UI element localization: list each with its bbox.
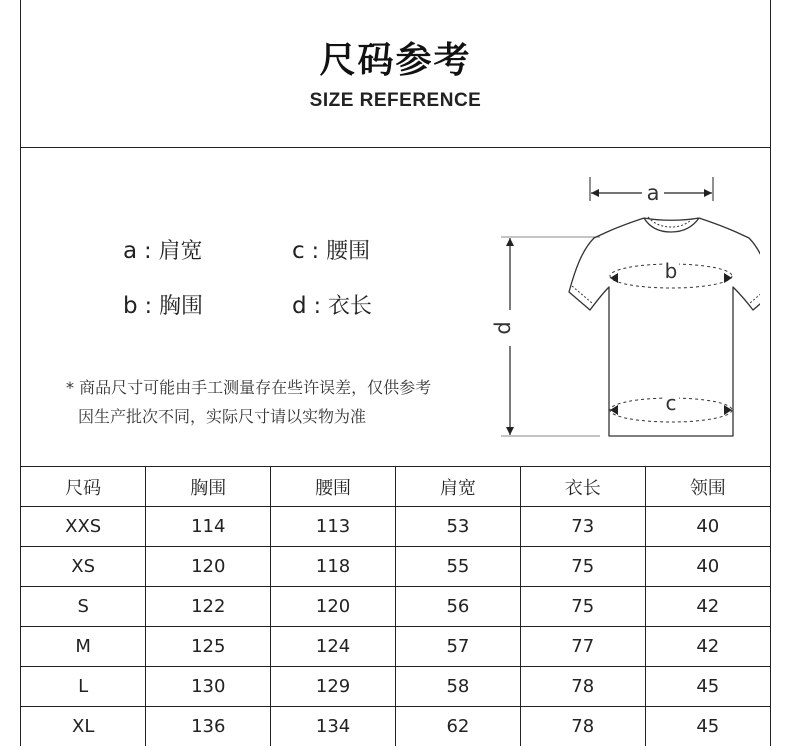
table-cell: 53: [395, 507, 520, 547]
table-cell: 78: [520, 707, 645, 746]
table-cell: 58: [395, 667, 520, 707]
table-cell: 124: [271, 627, 396, 667]
legend-key: b: [123, 293, 138, 319]
table-cell: 75: [520, 547, 645, 587]
table-row: [21, 707, 770, 746]
table-cell: 40: [645, 547, 770, 587]
page-subtitle: SIZE REFERENCE: [309, 90, 482, 111]
table-cell: 55: [395, 547, 520, 587]
table-cell: 42: [645, 627, 770, 667]
table-cell: 125: [146, 627, 271, 667]
legend-item-a: [123, 234, 203, 265]
table-cell: 57: [395, 627, 520, 667]
table-cell: 113: [271, 507, 396, 547]
legend-label: 衣长: [328, 294, 373, 319]
legend-label: 腰围: [326, 239, 371, 264]
legend-label: 胸围: [159, 294, 204, 319]
table-cell: 40: [645, 507, 770, 547]
table-cell: 77: [520, 627, 645, 667]
table-cell: S: [21, 587, 146, 627]
table-row: [21, 587, 770, 627]
table-header-row: [21, 467, 770, 507]
legend-key: a: [123, 238, 138, 264]
table-cell: 136: [146, 707, 271, 746]
table-cell: 78: [520, 667, 645, 707]
tshirt-diagram: [470, 170, 760, 445]
page-title: 尺码参考: [319, 40, 472, 81]
label-d: d: [491, 321, 515, 335]
label-c: c: [665, 391, 677, 415]
table-cell: 62: [395, 707, 520, 746]
table-row: [21, 627, 770, 667]
table-row: [21, 667, 770, 707]
legend-item-b: [123, 289, 203, 320]
legend-sep: :: [144, 239, 152, 264]
column-header: 尺码: [21, 467, 146, 507]
legend-sep: :: [313, 294, 322, 319]
column-header: 肩宽: [395, 467, 520, 507]
note-line-2: 因生产批次不同，实际尺寸请以实物为准: [78, 407, 367, 426]
table-cell: 75: [520, 587, 645, 627]
note-line-1: * 商品尺寸可能由手工测量存在些许误差，仅供参考: [66, 378, 432, 397]
legend-sep: :: [144, 294, 153, 319]
table-cell: 118: [271, 547, 396, 587]
table-cell: XXS: [21, 507, 146, 547]
table-cell: 73: [520, 507, 645, 547]
column-header: 腰围: [271, 467, 396, 507]
table-cell: 129: [271, 667, 396, 707]
size-chart-frame: [20, 0, 771, 746]
table-cell: 56: [395, 587, 520, 627]
label-a: a: [646, 181, 660, 205]
table-cell: 120: [271, 587, 396, 627]
column-header: 领围: [645, 467, 770, 507]
header: [21, 0, 770, 148]
table-cell: 114: [146, 507, 271, 547]
table-cell: 122: [146, 587, 271, 627]
legend-label: 肩宽: [158, 239, 203, 264]
table-cell: 120: [146, 547, 271, 587]
table-cell: L: [21, 667, 146, 707]
measurement-note: [66, 373, 431, 431]
dimension-a: [590, 177, 713, 205]
dimension-b: [610, 259, 732, 288]
dimension-c: [610, 391, 732, 422]
table-cell: XL: [21, 707, 146, 746]
legend-item-d: [292, 289, 372, 320]
table-cell: 45: [645, 667, 770, 707]
table-cell: 134: [271, 707, 396, 746]
table-row: [21, 507, 770, 547]
column-header: 衣长: [520, 467, 645, 507]
size-table-body: [21, 467, 770, 746]
table-cell: 42: [645, 587, 770, 627]
dimension-d: [491, 237, 600, 436]
table-cell: 45: [645, 707, 770, 746]
column-header: 胸围: [146, 467, 271, 507]
table-cell: XS: [21, 547, 146, 587]
legend-key: c: [292, 238, 305, 264]
size-table: [21, 466, 770, 746]
legend-item-c: [292, 234, 370, 265]
table-cell: M: [21, 627, 146, 667]
table-cell: 130: [146, 667, 271, 707]
table-row: [21, 547, 770, 587]
label-b: b: [664, 259, 678, 283]
legend-sep: :: [311, 239, 320, 264]
legend-key: d: [292, 293, 307, 319]
